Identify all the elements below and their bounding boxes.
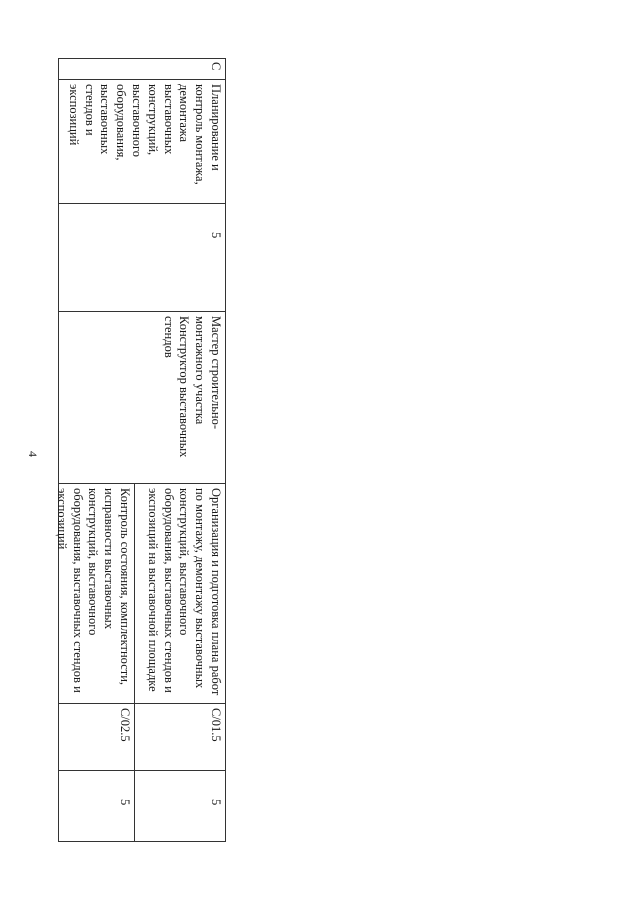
labor-function-level: 5 (209, 799, 223, 806)
functions-table-rotated (54, 58, 226, 842)
labor-function-code: C/02.5 (118, 708, 132, 742)
labor-function-level: 5 (118, 799, 132, 806)
function-name: Планирование и контроль монтажа, демонтажа выставочных конструкций, выставочного оборудования, выставочных стендов и экспозиций (66, 84, 223, 185)
page-number: 4 (26, 451, 40, 457)
labor-function-code: C/01.5 (209, 708, 223, 742)
job-positions: Мастер строительно-монтажного участка Конструктор выставочных стендов (161, 316, 223, 458)
labor-function-text: Организация и подготовка плана работ по монтажу, демонтажу выставочных конструкций, выставочного оборудования, выставочных стендов и экспозиций на выставочной площадке (145, 488, 223, 696)
function-level: 5 (209, 232, 223, 239)
labor-function-text: Контроль состояния, комплектности, исправности выставочных конструкций, выставочного оборудования, выставочных стендов и экспозиций (54, 488, 132, 693)
function-code: C (209, 62, 223, 71)
functions-table (54, 58, 226, 842)
